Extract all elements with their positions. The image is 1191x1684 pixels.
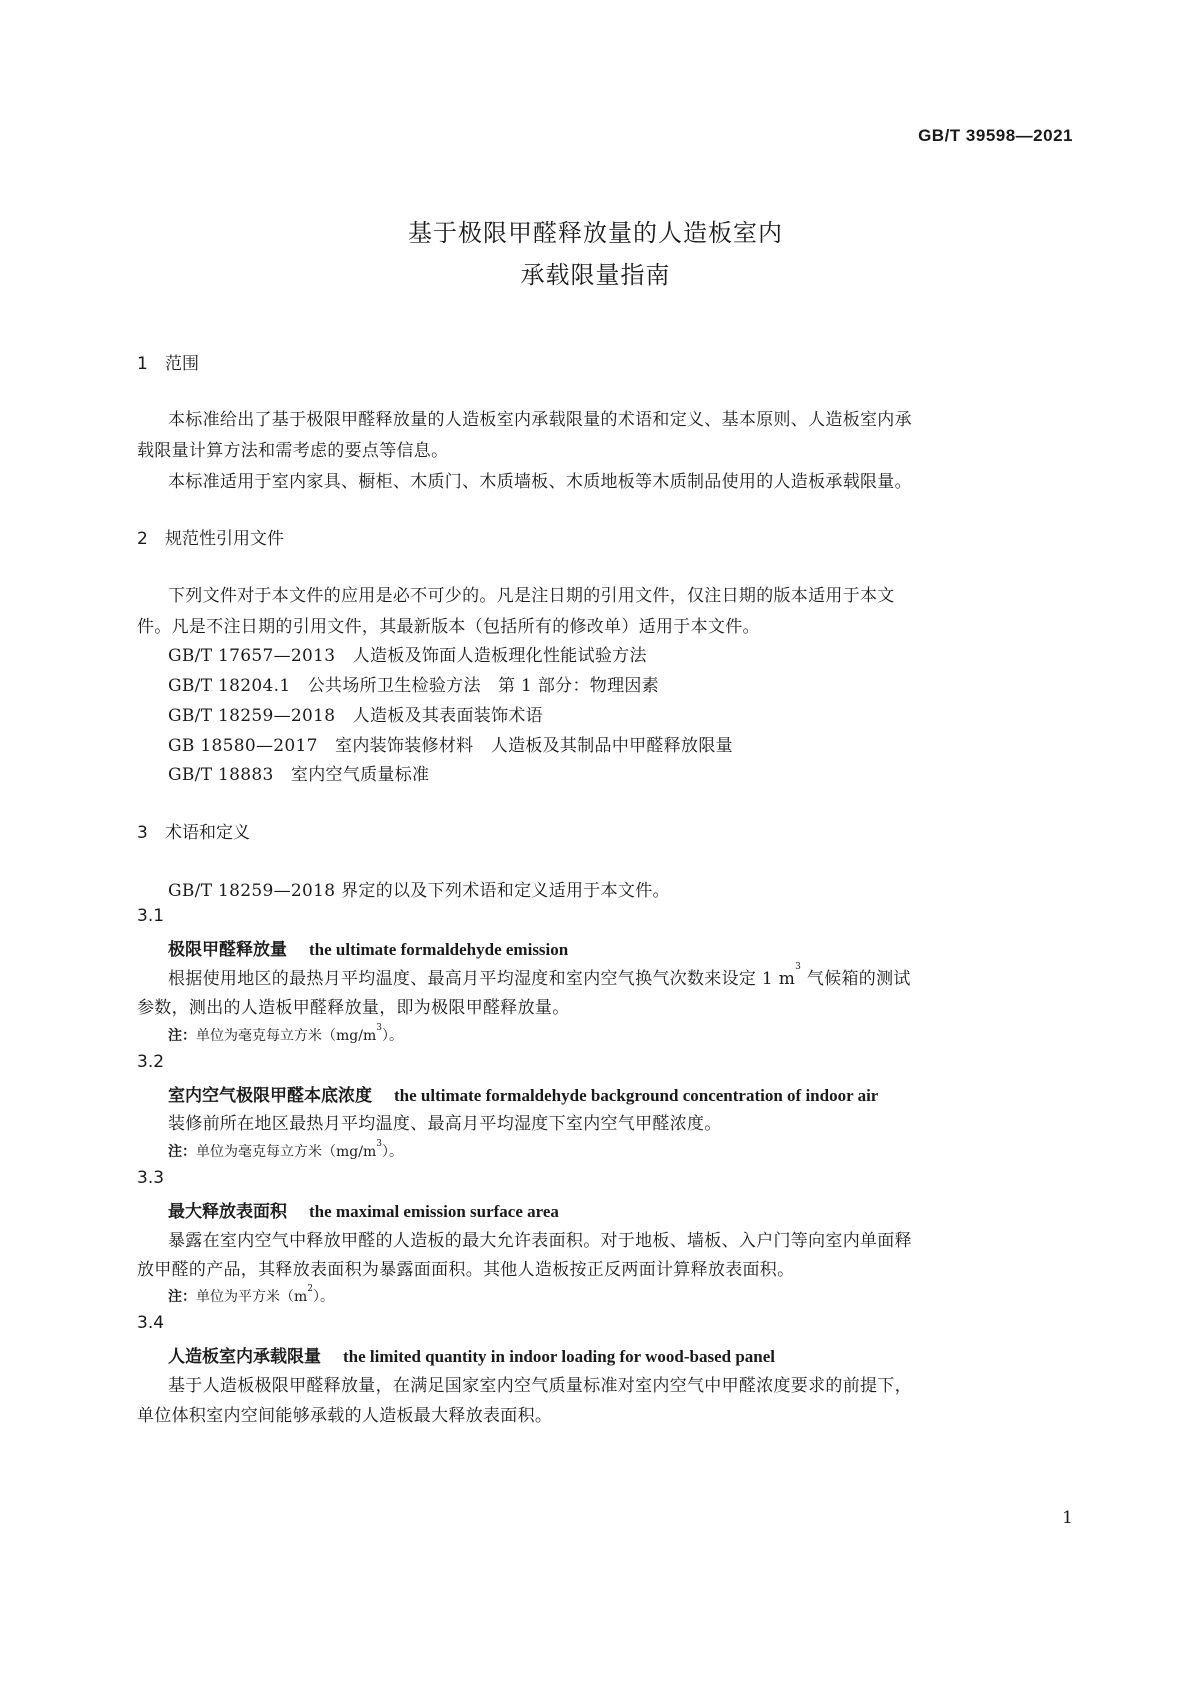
note-label: 注：: [168, 1144, 196, 1160]
normative-intro-line-1: 下列文件对于本文件的应用是必不可少的。凡是注日期的引用文件，仅注日期的版本适用于本文: [168, 586, 895, 606]
normative-reference: GB/T 18204.1 公共场所卫生检验方法 第 1 部分：物理因素: [168, 676, 659, 696]
note-text: 单位为平方米（m: [196, 1289, 308, 1305]
normative-reference: GB/T 17657—2013 人造板及饰面人造板理化性能试验方法: [168, 646, 647, 666]
term-entry: [168, 935, 568, 960]
section-title: 范围: [165, 354, 199, 374]
normative-reference: GB/T 18259—2018 人造板及其表面装饰术语: [168, 706, 543, 726]
clause-number: 3.3: [137, 1168, 165, 1188]
normative-intro-line-2: 件。凡是不注日期的引用文件，其最新版本（包括所有的修改单）适用于本文件。: [137, 617, 760, 637]
section-title: 规范性引用文件: [165, 529, 284, 549]
definition-text: 根据使用地区的最热月平均温度、最高月平均湿度和室内空气换气次数来设定 1 m: [168, 969, 796, 989]
note-text: ）。: [313, 1289, 335, 1305]
term-definition: 装修前所在地区最热月平均温度、最高月平均湿度下室内空气甲醛浓度。: [168, 1114, 722, 1134]
note-text: 单位为毫克每立方米（mg/m: [196, 1144, 377, 1160]
term-definition-line-1: 基于人造板极限甲醛释放量，在满足国家室内空气质量标准对室内空气中甲醛浓度要求的前提下，: [168, 1376, 912, 1396]
section-1-heading: [137, 349, 199, 374]
term-definition-line-2: 放甲醛的产品，其释放表面积为暴露面面积。其他人造板按正反两面计算释放表面积。: [137, 1260, 795, 1280]
superscript: 3: [376, 1023, 382, 1033]
section-title: 术语和定义: [165, 823, 250, 843]
term-chinese: 极限甲醛释放量: [168, 940, 287, 960]
term-english: the limited quantity in indoor loading for wood-based panel: [343, 1347, 776, 1366]
normative-reference: GB 18580—2017 室内装饰装修材料 人造板及其制品中甲醛释放限量: [168, 736, 733, 756]
term-entry: [168, 1342, 775, 1367]
term-entry: [168, 1081, 878, 1106]
term-note: [168, 1286, 334, 1306]
normative-reference: GB/T 18883 室内空气质量标准: [168, 765, 430, 785]
term-english: the maximal emission surface area: [309, 1202, 559, 1221]
term-note: [168, 1141, 403, 1161]
scope-paragraph-1-line-2: 载限量计算方法和需考虑的要点等信息。: [137, 441, 449, 461]
terms-intro: GB/T 18259—2018 界定的以及下列术语和定义适用于本文件。: [168, 881, 670, 901]
note-text: 单位为毫克每立方米（mg/m: [196, 1028, 377, 1044]
page-number: 1: [1062, 1508, 1073, 1528]
scope-paragraph-1-line-1: 本标准给出了基于极限甲醛释放量的人造板室内承载限量的术语和定义、基本原则、人造板室内承: [168, 410, 912, 430]
definition-text: 气候箱的测试: [801, 969, 911, 989]
section-number: 3: [137, 823, 148, 843]
superscript: 3: [795, 962, 802, 972]
clause-number: 3.1: [137, 906, 165, 926]
note-label: 注：: [168, 1028, 196, 1044]
term-english: the ultimate formaldehyde background concentration of indoor air: [394, 1086, 879, 1105]
term-entry: [168, 1197, 559, 1222]
superscript: 3: [376, 1139, 382, 1149]
term-chinese: 室内空气极限甲醛本底浓度: [168, 1086, 372, 1106]
section-number: 2: [137, 529, 148, 549]
section-number: 1: [137, 354, 148, 374]
term-definition-line-1: 暴露在室内空气中释放甲醛的人造板的最大允许表面积。对于地板、墙板、入户门等向室内单面释: [168, 1231, 912, 1251]
clause-number: 3.2: [137, 1052, 165, 1072]
scope-paragraph-2: 本标准适用于室内家具、橱柜、木质门、木质墙板、木质地板等木质制品使用的人造板承载限量。: [168, 472, 912, 492]
term-definition-line-1: [168, 964, 911, 989]
note-text: ）。: [381, 1028, 403, 1044]
section-2-heading: [137, 524, 284, 549]
standard-code: GB/T 39598—2021: [918, 126, 1073, 145]
superscript: 2: [307, 1284, 314, 1294]
note-text: ）。: [381, 1144, 403, 1160]
term-definition-line-2: 单位体积室内空间能够承载的人造板最大释放表面积。: [137, 1406, 553, 1426]
term-english: the ultimate formaldehyde emission: [309, 940, 569, 959]
section-3-heading: [137, 818, 250, 843]
term-chinese: 人造板室内承载限量: [168, 1347, 321, 1367]
term-note: [168, 1025, 403, 1045]
term-chinese: 最大释放表面积: [168, 1202, 287, 1222]
document-title-line-1: 基于极限甲醛释放量的人造板室内: [408, 219, 783, 247]
term-definition-line-2: 参数，测出的人造板甲醛释放量，即为极限甲醛释放量。: [137, 998, 570, 1018]
clause-number: 3.4: [137, 1313, 165, 1333]
document-title-line-2: 承载限量指南: [520, 261, 671, 289]
note-label: 注：: [168, 1289, 196, 1305]
